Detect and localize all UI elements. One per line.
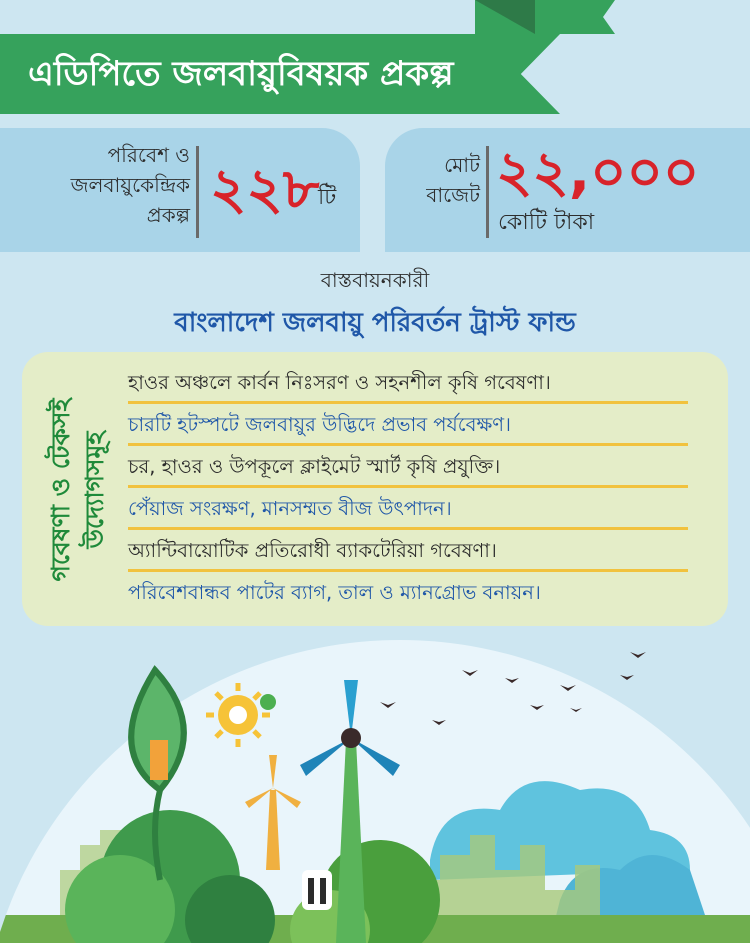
projects-label-line: পরিবেশ ও <box>107 143 190 167</box>
window <box>302 870 332 910</box>
research-item: হাওর অঞ্চলে কার্বন নিঃসরণ ও সহনশীল কৃষি গবেষণা। <box>128 364 688 404</box>
research-heading-line: গবেষণা ও টেকসই <box>46 398 75 582</box>
research-item: চারটি হটস্পটে জলবায়ুর উদ্ভিদে প্রভাব পর্যবেক্ষণ। <box>128 406 688 446</box>
budget-unit: কোটি টাকা <box>498 210 595 235</box>
projects-divider <box>196 146 199 238</box>
research-item: পরিবেশবান্ধব পাটের ব্যাগ, তাল ও ম্যানগ্রোভ বনায়ন। <box>128 581 541 604</box>
research-item: চর, হাওর ও উপকূলে ক্লাইমেট স্মার্ট কৃষি প্রযুক্তি। <box>128 448 688 488</box>
budget-label <box>398 150 480 210</box>
gear-icon <box>260 694 276 710</box>
implementer-name: বাংলাদেশ জলবায়ু পরিবর্তন ট্রাস্ট ফান্ড <box>174 308 576 338</box>
budget-divider <box>486 146 489 238</box>
projects-label <box>24 140 190 230</box>
projects-label-line: জলবায়ুকেন্দ্রিক <box>70 173 190 197</box>
bird-icon <box>620 675 634 680</box>
budget-label-line: বাজেট <box>426 183 480 207</box>
implementer-label: বাস্তবায়নকারী <box>320 268 430 292</box>
research-item: অ্যান্টিবায়োটিক প্রতিরোধী ব্যাকটেরিয়া গবেষণা। <box>128 532 688 572</box>
bird-icon <box>630 652 646 658</box>
ribbon-tail <box>475 0 615 34</box>
climate-illustration <box>0 630 750 943</box>
page-title: এডিপিতে জলবায়ুবিষয়ক প্রকল্প <box>28 54 454 94</box>
projects-count: ২২৮ <box>210 157 320 222</box>
research-heading <box>30 365 126 615</box>
projects-label-line: প্রকল্প <box>146 203 190 227</box>
budget-amount: ২২,০০০ <box>496 140 700 205</box>
research-item: পেঁয়াজ সংরক্ষণ, মানসম্মত বীজ উৎপাদন। <box>128 490 688 530</box>
projects-unit: টি <box>318 185 337 210</box>
research-heading-line: উদ্যোগসমূহ <box>80 431 109 549</box>
budget-label-line: মোট <box>444 153 480 177</box>
